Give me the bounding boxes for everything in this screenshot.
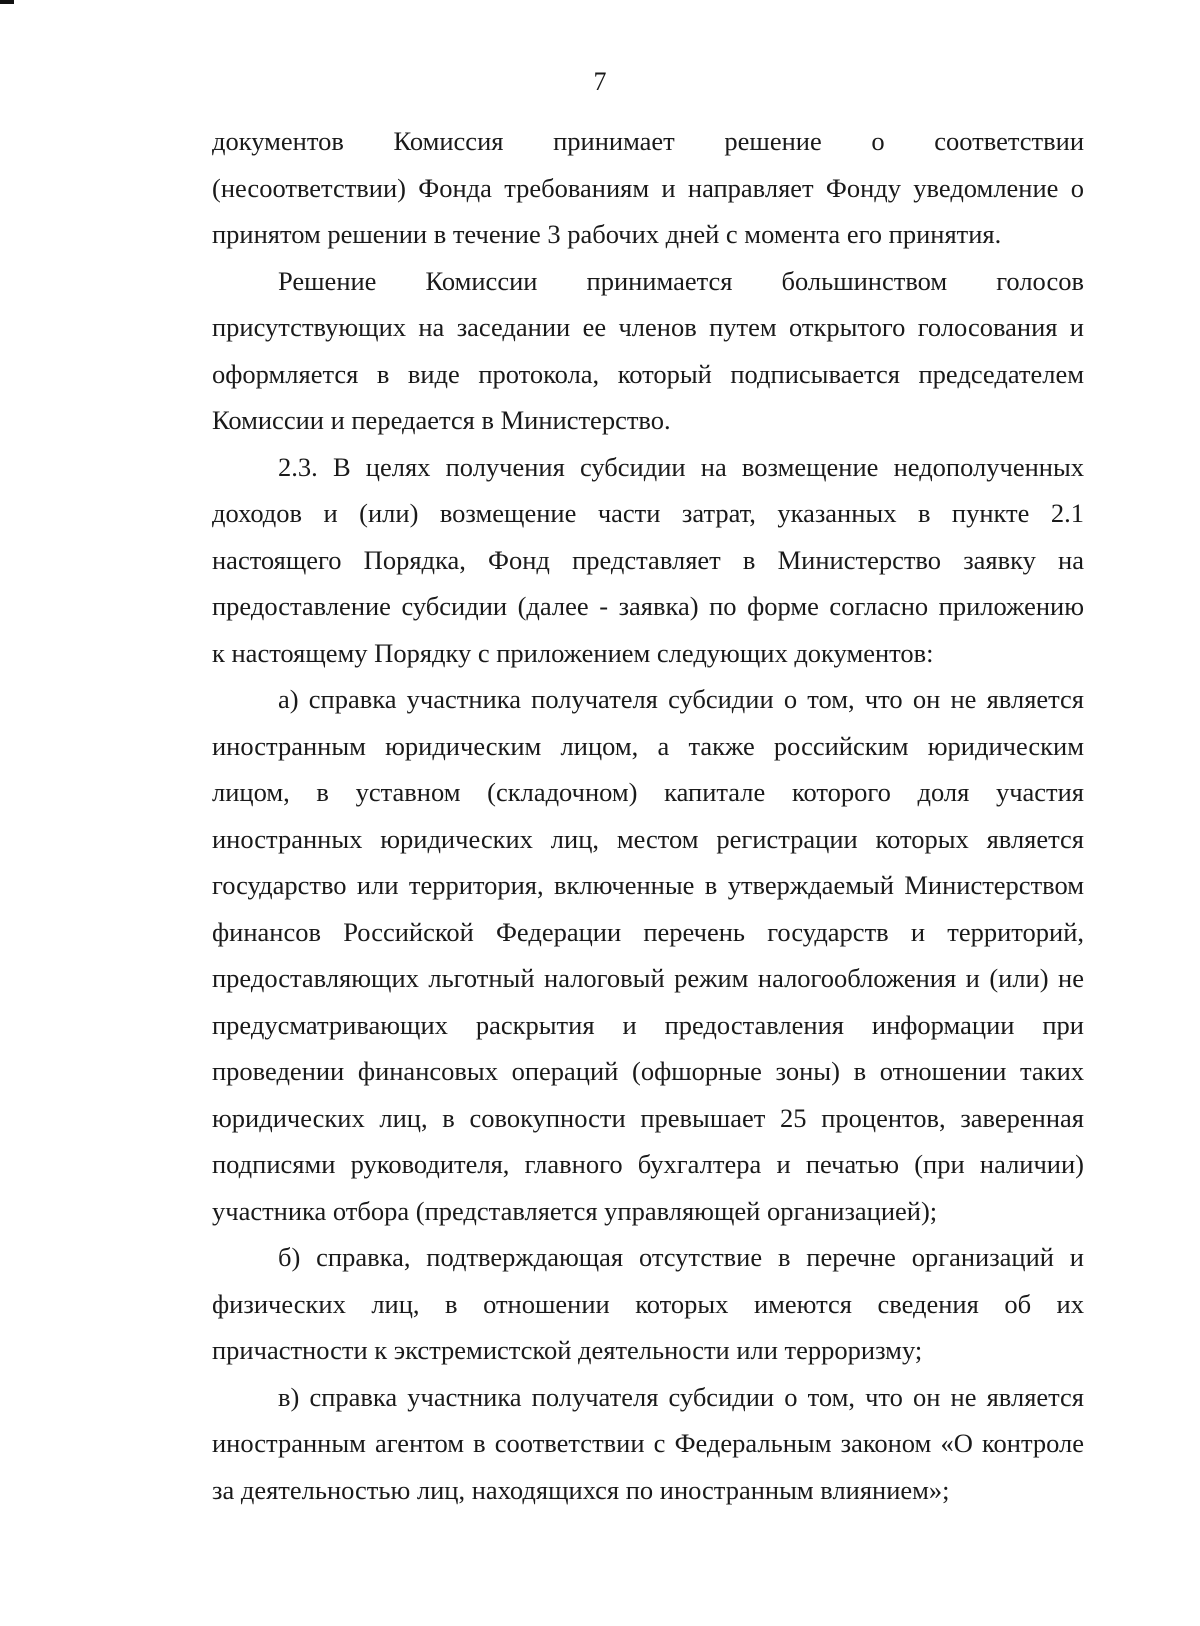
text-line: (несоответствии) Фонда требованиям и направляет Фонду уведомление о	[212, 172, 1084, 203]
text-line: участника отбора (представляется управляющей организацией);	[212, 1195, 938, 1226]
text-line: подписями руководителя, главного бухгалтера и печатью (при наличии)	[212, 1149, 1084, 1179]
scan-corner-mark	[0, 0, 14, 4]
text-line: финансов Российской Федерации перечень государств и территорий,	[212, 916, 1084, 947]
text-line: иностранным агентом в соответствии с Федеральным законом «О контроле	[212, 1428, 1084, 1458]
text-line: принятом решении в течение 3 рабочих дней с момента его принятия.	[212, 219, 1002, 249]
text-line: проведении финансовых операций (офшорные зоны) в отношении таких	[212, 1056, 1084, 1086]
text-line: а) справка участника получателя субсидии о том, что он не является	[278, 684, 1084, 714]
text-line: юридических лиц, в совокупности превышает 25 процентов, заверенная	[212, 1102, 1084, 1133]
paragraph	[212, 258, 1084, 444]
text-line: предусматривающих раскрытия и предоставления информации при	[212, 1009, 1084, 1040]
text-line: государство или территория, включенные в утверждаемый Министерством	[212, 870, 1084, 900]
paragraph	[212, 1234, 1084, 1374]
document-text	[212, 118, 1084, 1513]
text-line: предоставляющих льготный налоговый режим налогообложения и (или) не	[212, 963, 1084, 993]
paragraph	[212, 676, 1084, 1234]
text-line: Решение Комиссии принимается большинством голосов	[278, 265, 1084, 296]
text-line: доходов и (или) возмещение части затрат, указанных в пункте 2.1	[212, 498, 1084, 528]
text-line: 2.3. В целях получения субсидии на возмещение недополученных	[278, 451, 1084, 482]
text-line: иностранным юридическим лицом, а также российским юридическим	[212, 730, 1084, 761]
text-line: за деятельностью лиц, находящихся по иностранным влиянием»;	[212, 1474, 950, 1505]
text-line: документов Комиссия принимает решение о соответствии	[212, 126, 1084, 156]
text-line: причастности к экстремистской деятельности или терроризму;	[212, 1335, 923, 1365]
text-line: в) справка участника получателя субсидии о том, что он не является	[278, 1381, 1084, 1412]
text-line: иностранных юридических лиц, местом регистрации которых является	[212, 823, 1084, 854]
text-line: предоставление субсидии (далее - заявка) по форме согласно приложению	[212, 591, 1084, 621]
text-line: б) справка, подтверждающая отсутствие в перечне организаций и	[278, 1242, 1084, 1272]
text-line: присутствующих на заседании ее членов путем открытого голосования и	[212, 312, 1084, 342]
paragraph	[212, 118, 1084, 258]
paragraph	[212, 1374, 1084, 1514]
page-number: 7	[593, 67, 607, 96]
text-line: настоящего Порядка, Фонд представляет в Министерство заявку на	[212, 544, 1084, 575]
text-line: оформляется в виде протокола, который подписывается председателем	[212, 358, 1084, 389]
text-line: к настоящему Порядку с приложением следующих документов:	[212, 637, 934, 668]
text-line: Комиссии и передается в Министерство.	[212, 405, 671, 435]
text-line: физических лиц, в отношении которых имеются сведения об их	[212, 1288, 1084, 1319]
paragraph	[212, 444, 1084, 677]
text-line: лицом, в уставном (складочном) капитале которого доля участия	[212, 777, 1084, 807]
